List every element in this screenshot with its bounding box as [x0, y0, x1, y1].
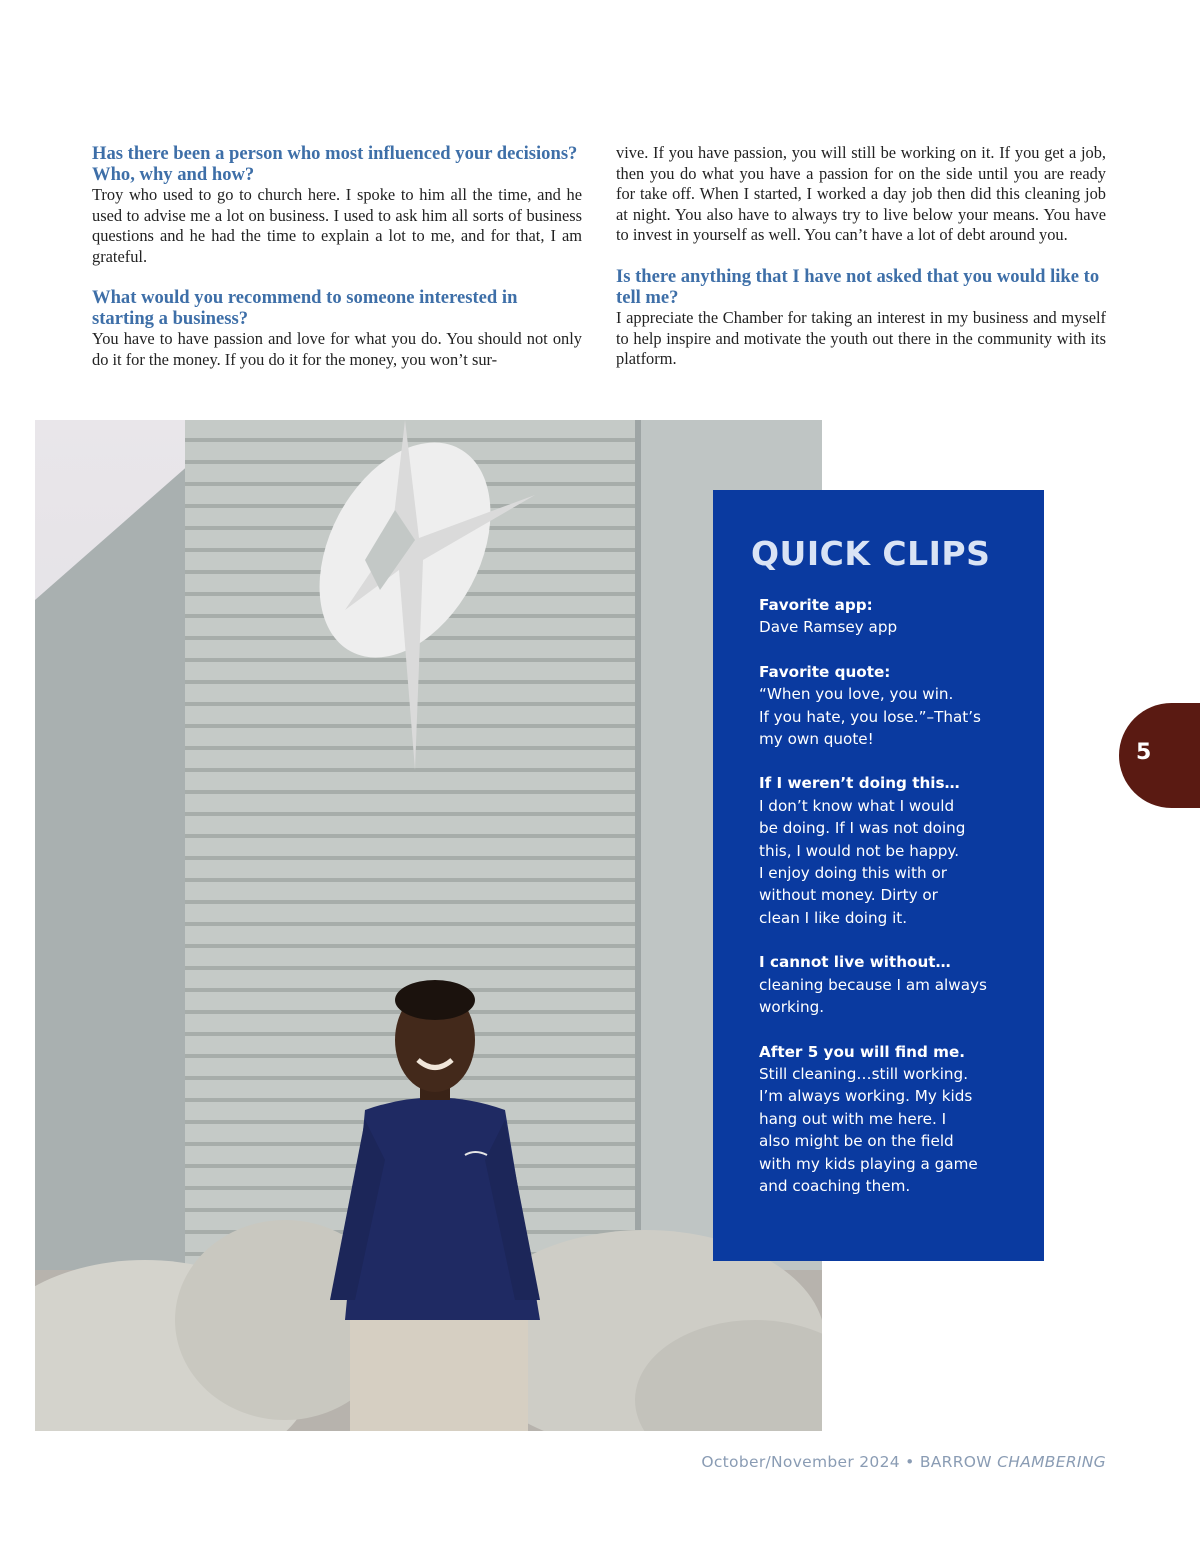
quick-clip-item: [759, 1041, 1024, 1198]
article-left-column: [92, 143, 582, 391]
quick-clip-text: Dave Ramsey app: [759, 618, 898, 637]
question-heading: What would you recommend to someone interested in starting a business?: [92, 287, 518, 330]
page-number: 5: [1136, 740, 1152, 765]
answer-paragraph: You have to have passion and love for what you do. You should not only do it for the money. If you do it for the money, you won’t sur-: [92, 329, 582, 369]
page-footer: [701, 1453, 1106, 1471]
quick-clip-item: [759, 772, 1024, 929]
quick-clips-box: [713, 490, 1044, 1261]
footer-magazine: CHAMBERING: [997, 1453, 1106, 1471]
footer-issue: October/November 2024 • BARROW: [701, 1453, 998, 1471]
portrait-photo: [35, 420, 822, 1431]
answer-paragraph: I appreciate the Chamber for taking an interest in my business and myself to help inspire and motivate the youth out there in the community with its platform.: [616, 307, 1106, 369]
quick-clip-text: I don’t know what I would be doing. If I was not doing this, I would not be happy. I enjoy doing this with or without money. Dirty or clean I like doing it.: [759, 796, 966, 927]
article-right-column: [616, 143, 1106, 390]
quick-clip-text: “When you love, you win. If you hate, you lose.”–That’s my own quote!: [759, 685, 981, 749]
question-heading: Is there anything that I have not asked that you would like to tell me?: [616, 265, 1100, 308]
quick-clips-title: QUICK CLIPS: [751, 534, 991, 573]
quick-clip-text: Still cleaning…still working. I’m always working. My kids hang out with me here. I also might be on the field with my kids playing a game and coaching them.: [759, 1064, 978, 1195]
quick-clip-label: If I weren’t doing this…: [759, 774, 960, 793]
quick-clip-label: Favorite app:: [759, 596, 873, 614]
page-number-tab: [1119, 703, 1200, 808]
quick-clip-item: [759, 951, 1024, 1018]
question-heading: Has there been a person who most influenced your decisions? Who, why and how?: [92, 143, 578, 185]
quick-clip-label: I cannot live without…: [759, 953, 951, 972]
answer-continuation: vive. If you have passion, you will still be working on it. If you get a job, then you do what you have a passion for on the side until you are ready for take off. When I started, I worked a day job then did this cleaning job at night. You also have to always try to live below your means. You have to invest in yourself as well. You can’t have a lot of debt around you.: [616, 143, 1106, 245]
answer-paragraph: Troy who used to go to church here. I spoke to him all the time, and he used to advise me a lot on business. I used to ask him all sorts of business questions and he had the time to explain a lot to me, and for that, I am grateful.: [92, 185, 582, 266]
quick-clip-text: cleaning because I am always working.: [759, 975, 987, 1017]
quick-clip-item: [759, 661, 1024, 751]
quick-clip-item: [759, 594, 1024, 639]
quick-clip-label: Favorite quote:: [759, 662, 891, 681]
quick-clip-label: After 5 you will find me.: [759, 1042, 966, 1061]
